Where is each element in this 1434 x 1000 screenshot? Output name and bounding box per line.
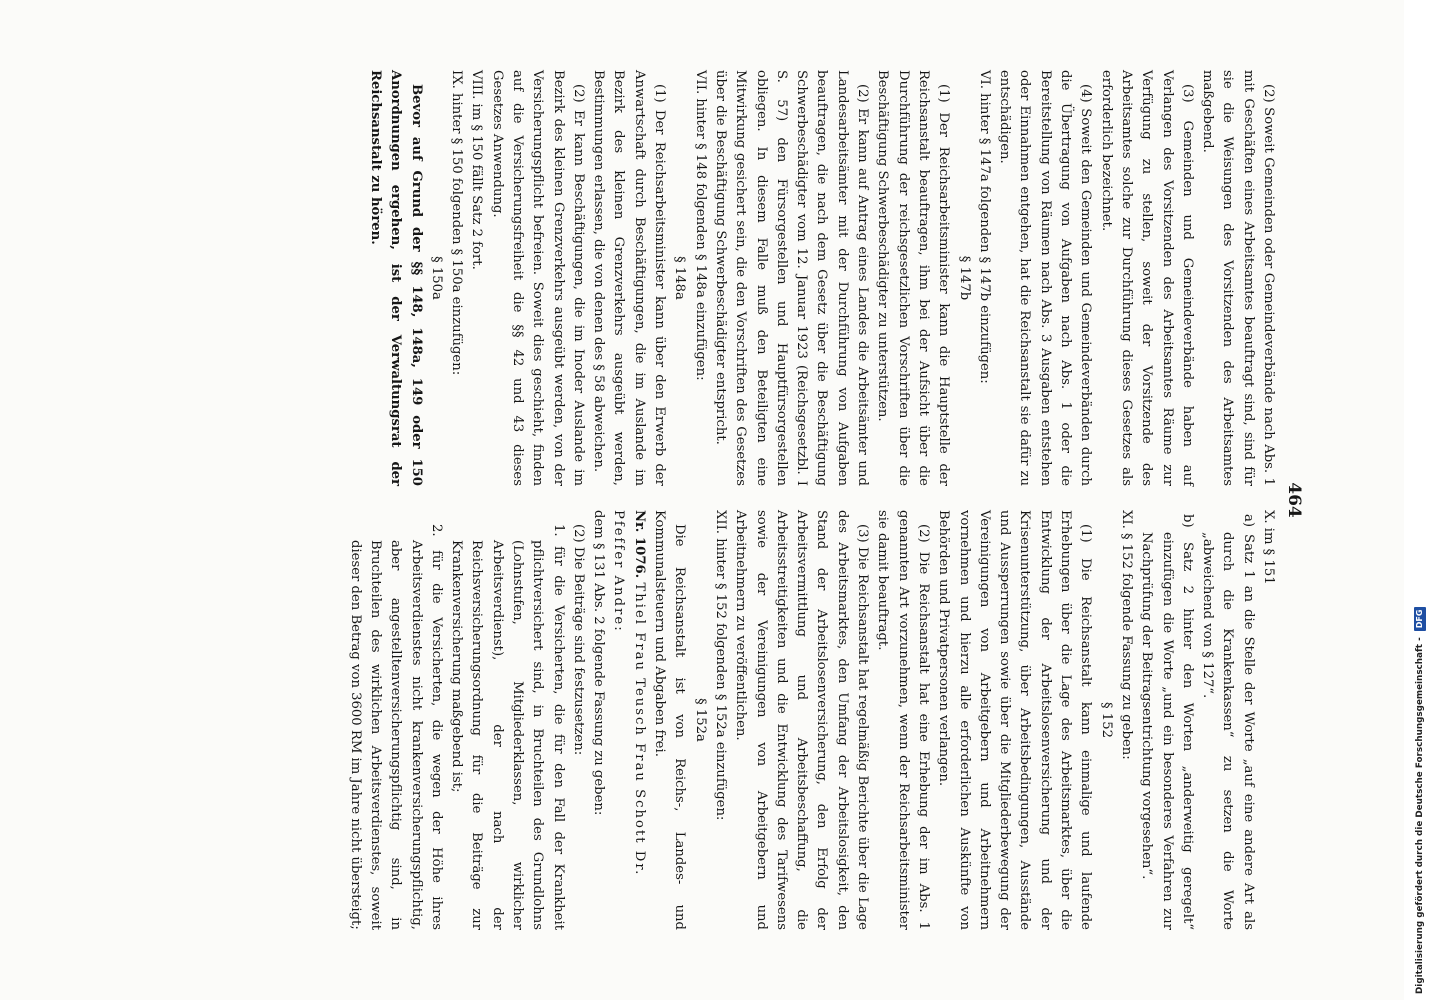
paragraph-gemeinden-3: (3) Gemeinden und Gemeindeverbände haben auf Verlangen des Vorsitzenden des Arbeitsamtes Räume zur Verfügung zu stellen, soweit der Vorsitzende des Arbeitsamtes solche zur Durchführung dieses Gesetzes als erforderlich bezeichnet. (1098, 70, 1195, 486)
instruction-131: dem § 131 Abs. 2 folgende Fassung zu geben: (591, 510, 607, 816)
right-column (344, 510, 1278, 930)
rotated-document-page (106, 70, 1306, 930)
paragraph-152-1: (1) Die Reichsanstalt kann einmalige und laufende Erhebungen über die Lage des Arbeitsmarktes, über die Entwicklung der Arbeitslosenversicherung und der Krisenunterstützung, über Arbeitsbedingungen, Ausstände und Aussperrungen sowie über die Mitgliederbewegung der Vereinigungen von Arbeitgebern und Arbeitnehmern vornehmen und hierzu alle erforderlichen Auskünfte von Behörden und Privatpersonen verlangen. (936, 510, 1094, 930)
page-number: 464 (1284, 482, 1304, 518)
section-148a-title: § 148a (672, 256, 688, 300)
section-147b-title: § 147b (956, 255, 972, 301)
paragraph-131-2: (2) Die Beiträge sind festzusetzen: (570, 524, 586, 756)
paragraph-gemeinden-2: (2) Soweit Gemeinden oder Gemeindeverbände nach Abs. 1 mit Geschäften eines Arbeitsamtes beauftragt sind, sind für sie die Weisungen des Vorsitzenden des Arbeitsamtes maßgebend. (1200, 70, 1276, 486)
paragraph-148a-1: (1) Der Reichsarbeitsminister kann über den Erwerb der Anwartschaft durch Beschäftigungen, die im Auslande im Bezirk des kleinen Grenzverkehrs ausgeübt werden, Bestimmungen erlassen, die von denen des § 58 abweichen. (591, 70, 668, 486)
paragraph-gemeinden-4: (4) Soweit den Gemeinden und Gemeindeverbänden durch die Übertragung von Aufgaben nach Abs. 1 oder die Bereitstellung von Räumen nach Abs. 3 Ausgaben entstehen oder Einnahmen entgehen, hat die Reichsanstalt sie dafür zu entschädigen. (997, 70, 1094, 486)
paragraph-147b-1: (1) Der Reichsarbeitsminister kann die Hauptstelle der Reichsanstalt beauftragen, ihm bei der Aufsicht über die Durchführung der reichsgesetzlichen Vorschriften über die Beschäftigung Schwerbeschädigter zu unterstützen. (875, 70, 952, 486)
heading-x: X. im § 151 (1261, 510, 1276, 585)
item-151-a: a) Satz 1 an die Stelle der Worte „auf eine andere Art als durch die Krankenkassen“ zu setzen die Worte „abweichend von § 127“. (1200, 514, 1256, 930)
credit-text: Digitalisierung gefördert durch die Deutsche Forschungsgemeinschaft - (1415, 637, 1425, 994)
heading-xii: XII. hinter § 152 folgenden § 152a einzufügen: (712, 510, 728, 821)
paragraph-148a-2: (2) Er kann Beschäftigungen, die im Inoder Auslande im Bezirk des kleinen Grenzverkehrs ausgeübt werden, von der Versicherungspflicht befreien. Soweit dies geschieht, finden auf die Versicherungsfreiheit die §§ 42 und 43 dieses Gesetzes Anwendung. (489, 70, 586, 486)
heading-xi: XI. § 152 folgende Fassung zu geben: (1118, 510, 1134, 760)
section-150a-title: § 150a (428, 256, 444, 300)
paragraph-150a: Bevor auf Grund der §§ 148, 148a, 149 oder 150 Anordnungen ergehen, ist der Verwaltungsrat der Reichsanstalt zu hören. (367, 70, 424, 486)
digitization-credit (1409, 0, 1431, 994)
paragraph-152a: Die Reichsanstalt ist von Reichs-, Landes- und Kommunalsteuern und Abgaben frei. (652, 510, 688, 930)
motion-signatories: Thiel Frau Teusch Frau Schott Dr. Pfeffer Andre: (611, 510, 647, 877)
heading-ix: IX. hinter § 150 folgenden § 150a einzufügen: (449, 70, 465, 376)
heading-viii: VIII. im § 150 fällt Satz 2 fort. (469, 70, 485, 270)
paragraph-152-2: (2) Die Reichsanstalt hat eine Erhebung der im Abs. 1 genannten Art vorzunehmen, wenn der Reichsarbeitsminister sie damit beauftragt. (875, 510, 931, 930)
paragraph-147b-2: (2) Er kann auf Antrag eines Landes die Arbeitsämter und Landesarbeitsämter mit der Durchführung von Aufgaben beauftragen, die nach dem Gesetz über die Beschäftigung Schwerbeschädigter vom 12. Januar 1923 (Reichsgesetzbl. I S. 57) den Fürsorgestellen und Hauptfürsorgestellen obliegen. In diesem Falle muß den Beteiligten eine Mitwirkung gesichert sein, die den Vorschriften des Gesetzes über die Beschäftigung Schwerbeschädigter entspricht. (712, 70, 871, 486)
motion-line (608, 510, 649, 930)
item-131-1: 1. für die Versicherten, die für den Fall der Krankheit pflichtversichert sind, in Bruchteilen des Grundlohns (Lohnstufen, Mitgliederklassen, wirklicher Arbeitsverdienst), der nach der Reichsversicherungsordnung für die Beiträge zur Krankenversicherung maßgebend ist; (449, 524, 566, 930)
heading-vii: VII. hinter § 148 folgenden § 148a einzufügen: (692, 70, 708, 381)
motion-number: Nr. 1076. (631, 510, 647, 579)
paragraph-152-3: (3) Die Reichsanstalt hat regelmäßig Berichte über die Lage des Arbeitsmarktes, den Umfang der Arbeitslosigkeit, den Stand der Arbeitslosenversicherung, den Erfolg der Arbeitsvermittlung und Arbeitsbeschaffung, die Arbeitsstreitigkeiten und die Entwicklung des Tarifwesens sowie der Vereinigungen von Arbeitgebern und Arbeitnehmern zu veröffentlichen. (733, 510, 871, 930)
section-152-title: § 152 (1098, 702, 1114, 738)
left-column (365, 70, 1278, 486)
section-152a-title: § 152a (692, 698, 708, 742)
item-151-b: b) Satz 2 hinter den Worten „anderweitig geregelt“ einzufügen die Worte „und ein besonderes Verfahren zur Nachprüfung der Beitragsentrichtung vorgesehen“. (1139, 514, 1195, 930)
item-131-2: 2. für die Versicherten, die wegen der Höhe ihres Arbeitsverdienstes nicht krankenversicherungspflichtig, aber angestelltenversicherungspflichtig sind, in Bruchteilen des wirklichen Arbeitsverdienstes, soweit dieser den Betrag von 3600 RM im Jahre nicht übersteigt; (347, 524, 444, 930)
heading-vi: VI. hinter § 147a folgenden § 147b einzufügen: (976, 70, 992, 384)
dfg-logo: DFG (1414, 607, 1426, 632)
